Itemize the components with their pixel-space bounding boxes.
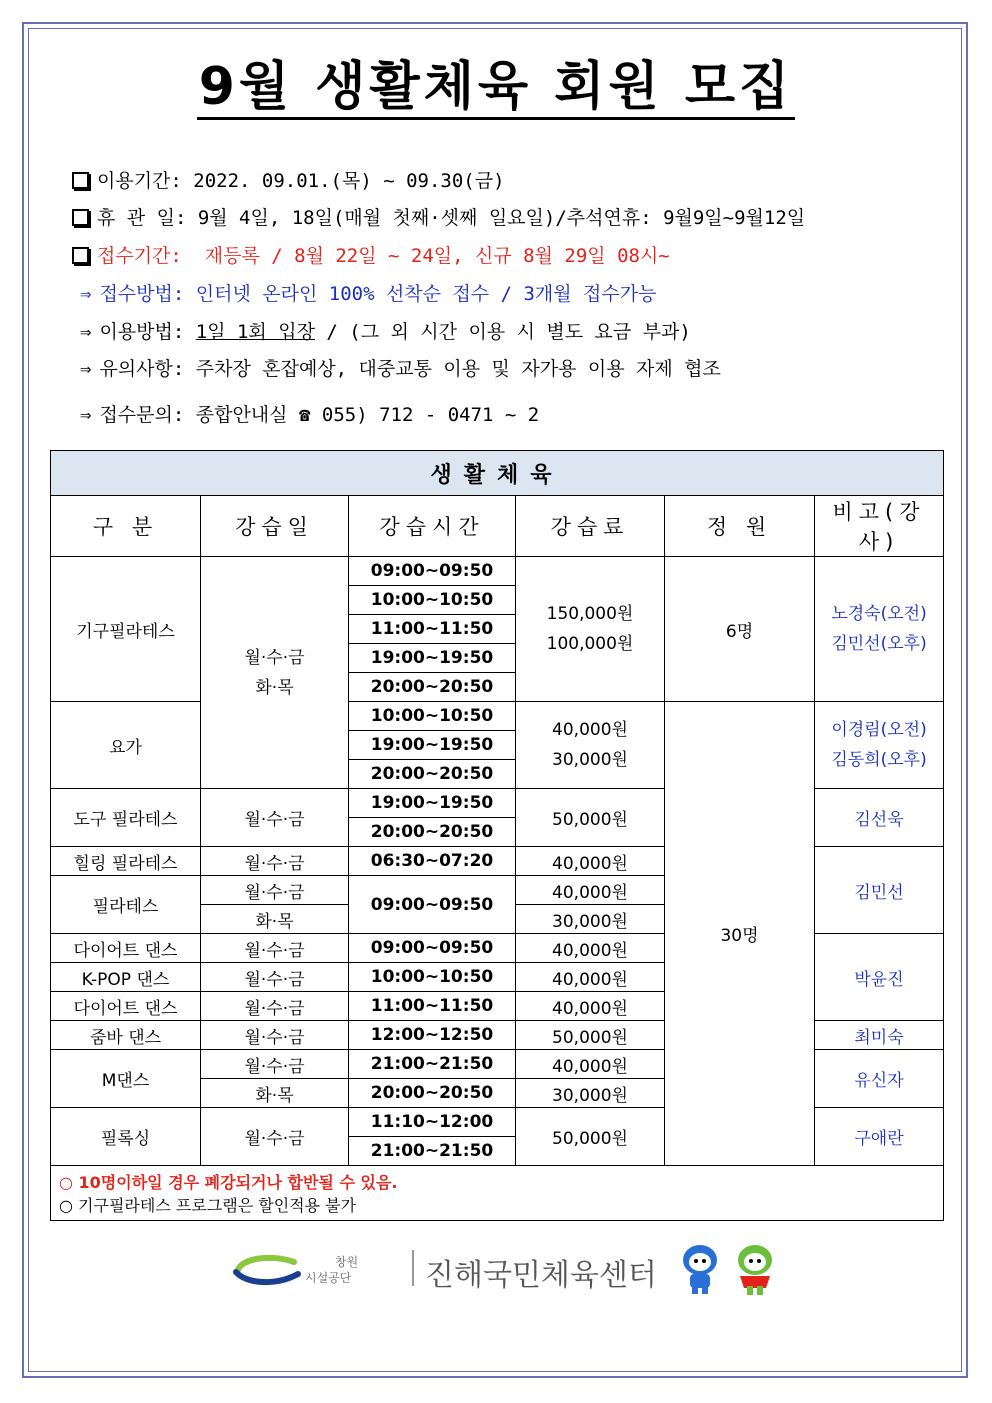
- instructor: 구애란: [815, 1108, 944, 1166]
- program-name: 요가: [51, 702, 201, 789]
- class-days: 월·수·금: [201, 1108, 349, 1166]
- table-header-row: [51, 496, 944, 557]
- table-row: [51, 557, 944, 586]
- program-name: 필록싱: [51, 1108, 201, 1166]
- class-fee: 40,000원: [516, 847, 665, 876]
- capacity: 30명: [665, 702, 815, 1166]
- class-fee: 40,000원: [516, 876, 665, 905]
- class-fee: 40,000원 30,000원: [516, 702, 665, 789]
- arrow-icon: ⇒: [80, 404, 92, 426]
- instructor: 노경숙(오전) 김민선(오후): [815, 557, 944, 702]
- class-days: 월·수·금: [201, 1050, 349, 1079]
- class-days: 화·목: [201, 905, 349, 934]
- class-days: 월·수·금: [201, 876, 349, 905]
- class-fee: 40,000원: [516, 934, 665, 963]
- class-time: 09:00~09:50: [349, 557, 516, 586]
- class-fee: 40,000원: [516, 1050, 665, 1079]
- class-time: 21:00~21:50: [349, 1050, 516, 1079]
- schedule-table: [50, 450, 944, 1221]
- info-usage: ⇒ 이용방법: 1일 1회 입장 / (그 외 시간 이용 시 별도 요금 부과): [80, 321, 691, 343]
- class-time: 19:00~19:50: [349, 789, 516, 818]
- table-row: [51, 702, 944, 731]
- class-fee: 30,000원: [516, 905, 665, 934]
- program-name: 힐링 필라테스: [51, 847, 201, 876]
- instructor: 이경림(오전) 김동희(오후): [815, 702, 944, 789]
- class-fee: 150,000원 100,000원: [516, 557, 665, 702]
- center-name: 진해국민체육센터: [425, 1258, 657, 1293]
- class-fee: 50,000원: [516, 1021, 665, 1050]
- mascot-blue-icon: [676, 1242, 724, 1294]
- info-notice: ⇒ 유의사항: 주차장 혼잡예상, 대중교통 이용 및 자가용 이용 자제 협조: [80, 358, 721, 380]
- header-capacity: 정 원: [665, 496, 815, 557]
- mascot-green-icon: [730, 1242, 780, 1296]
- program-name: 다이어트 댄스: [51, 934, 201, 963]
- class-fee: 50,000원: [516, 1108, 665, 1166]
- class-time: 20:00~20:50: [349, 818, 516, 847]
- class-time: 20:00~20:50: [349, 673, 516, 702]
- class-days: 월·수·금: [201, 963, 349, 992]
- program-name: M댄스: [51, 1050, 201, 1108]
- table-notes: [51, 1166, 944, 1221]
- checkbox-icon: [72, 172, 89, 189]
- program-name: 도구 필라테스: [51, 789, 201, 847]
- checkbox-icon: [72, 247, 89, 264]
- class-time: 09:00~09:50: [349, 876, 516, 934]
- class-time: 11:00~11:50: [349, 992, 516, 1021]
- class-days: 월·수·금: [201, 1021, 349, 1050]
- class-time: 21:00~21:50: [349, 1137, 516, 1166]
- class-days: 월·수·금: [201, 847, 349, 876]
- info-period: 이용기간: 2022. 09.01.(목) ~ 09.30(금): [72, 166, 505, 193]
- instructor: 김민선: [815, 847, 944, 934]
- note-closure: ○ 10명이하일 경우 폐강되거나 합반될 수 있음.: [59, 1173, 398, 1192]
- class-time: 11:00~11:50: [349, 615, 516, 644]
- class-time: 06:30~07:20: [349, 847, 516, 876]
- class-days: 월·수·금: [201, 789, 349, 847]
- class-fee: 50,000원: [516, 789, 665, 847]
- class-time: 12:00~12:50: [349, 1021, 516, 1050]
- class-days: 월·수·금: [201, 934, 349, 963]
- instructor: 유신자: [815, 1050, 944, 1108]
- arrow-icon: ⇒: [80, 321, 92, 343]
- arrow-icon: ⇒: [80, 283, 92, 305]
- capacity: 6명: [665, 557, 815, 702]
- class-time: 09:00~09:50: [349, 934, 516, 963]
- class-fee: 40,000원: [516, 963, 665, 992]
- class-days: 화·목: [201, 1079, 349, 1108]
- program-name: 줌바 댄스: [51, 1021, 201, 1050]
- header-time: 강습시간: [349, 496, 516, 557]
- info-registration: 접수기간: 재등록 / 8월 22일 ~ 24일, 신규 8월 29일 08시~: [72, 241, 670, 268]
- class-fee: 30,000원: [516, 1079, 665, 1108]
- class-time: 10:00~10:50: [349, 586, 516, 615]
- class-days: 월·수·금: [201, 992, 349, 1021]
- program-name: 다이어트 댄스: [51, 992, 201, 1021]
- checkbox-icon: [72, 209, 89, 226]
- class-time: 19:00~19:50: [349, 731, 516, 760]
- program-name: 필라테스: [51, 876, 201, 934]
- info-method: ⇒ 접수방법: 인터넷 온라인 100% 선착순 접수 / 3개월 접수가능: [80, 283, 657, 305]
- instructor: 최미숙: [815, 1021, 944, 1050]
- org-sub-name: 창원 시설공단: [305, 1255, 359, 1285]
- arrow-icon: ⇒: [80, 358, 92, 380]
- class-days: 월·수·금 화·목: [201, 557, 349, 789]
- logo-divider: [412, 1250, 414, 1286]
- note-discount: ○ 기구필라테스 프로그램은 할인적용 불가: [59, 1196, 357, 1215]
- header-fee: 강습료: [516, 496, 665, 557]
- header-category: 구 분: [51, 496, 201, 557]
- table-title: 생활체육: [51, 451, 944, 496]
- page-title: 9월 생활체육 회원 모집: [0, 44, 992, 119]
- program-name: 기구필라테스: [51, 557, 201, 702]
- program-name: K-POP 댄스: [51, 963, 201, 992]
- org-logo-icon: [232, 1248, 302, 1288]
- table-notes-row: [51, 1166, 944, 1221]
- class-time: 10:00~10:50: [349, 702, 516, 731]
- info-closed: 휴 관 일: 9월 4일, 18일(매월 첫째·셋째 일요일)/추석연휴: 9월9일~9월12일: [72, 203, 805, 230]
- class-fee: 40,000원: [516, 992, 665, 1021]
- phone-icon: ☎: [298, 404, 311, 426]
- class-time: 19:00~19:50: [349, 644, 516, 673]
- header-instructor: 비고(강사): [815, 496, 944, 557]
- class-time: 20:00~20:50: [349, 1079, 516, 1108]
- class-time: 11:10~12:00: [349, 1108, 516, 1137]
- class-time: 20:00~20:50: [349, 760, 516, 789]
- instructor: 김선욱: [815, 789, 944, 847]
- instructor: 박윤진: [815, 934, 944, 1021]
- info-inquiry: ⇒ 접수문의: 종합안내실 ☎ 055) 712 - 0471 ~ 2: [80, 404, 540, 426]
- header-days: 강습일: [201, 496, 349, 557]
- class-time: 10:00~10:50: [349, 963, 516, 992]
